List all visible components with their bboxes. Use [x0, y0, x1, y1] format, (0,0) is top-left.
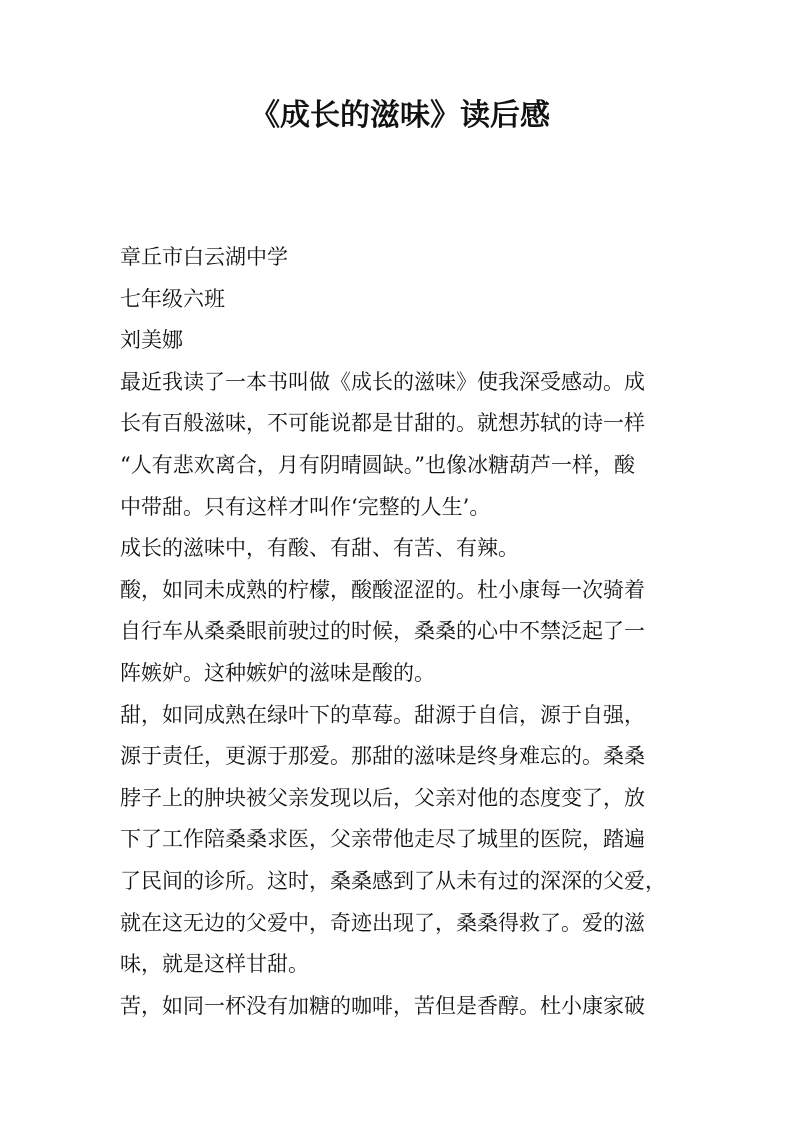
- page-title: 《成长的滋味》读后感: [250, 98, 550, 133]
- text-line: 源于责任，更源于那爱。那甜的滋味是终身难忘的。桑桑: [120, 744, 645, 769]
- text-line: 苦，如同一杯没有加糖的咖啡，苦但是香醇。杜小康家破: [120, 993, 645, 1018]
- text-line: 下了工作陪桑桑求医，父亲带他走尽了城里的医院，踏遍: [120, 827, 645, 852]
- text-line: 长有百般滋味，不可能说都是甘甜的。就想苏轼的诗一样: [120, 411, 645, 436]
- text-line: 酸，如同未成熟的柠檬，酸酸涩涩的。杜小康每一次骑着: [120, 577, 645, 602]
- author-line: 刘美娜: [120, 328, 183, 353]
- text-line: 中带甜。只有这样才叫作‘完整的人生’。: [120, 494, 491, 519]
- essay-body: [120, 237, 685, 1027]
- text-line: 阵嫉妒。这种嫉妒的滋味是酸的。: [120, 660, 435, 685]
- text-line: “人有悲欢离合，月有阴晴圆缺。”也像冰糖葫芦一样，酸: [120, 452, 635, 477]
- text-line: 自行车从桑桑眼前驶过的时候，桑桑的心中不禁泛起了一: [120, 619, 645, 644]
- text-line: 就在这无边的父爱中，奇迹出现了，桑桑得救了。爱的滋: [120, 910, 645, 935]
- text-line: 味，就是这样甘甜。: [120, 952, 309, 977]
- school-line: 章丘市白云湖中学: [120, 245, 288, 269]
- text-line: 成长的滋味中，有酸、有甜、有苦、有辣。: [120, 536, 519, 561]
- text-line: 了民间的诊所。这时，桑桑感到了从未有过的深深的父爱，: [120, 868, 666, 893]
- text-line: 脖子上的肿块被父亲发现以后，父亲对他的态度变了，放: [120, 785, 645, 810]
- text-line: 甜，如同成熟在绿叶下的草莓。甜源于自信，源于自强，: [120, 702, 645, 727]
- text-line: 最近我读了一本书叫做《成长的滋味》使我深受感动。成: [120, 369, 645, 394]
- class-line: 七年级六班: [120, 286, 225, 311]
